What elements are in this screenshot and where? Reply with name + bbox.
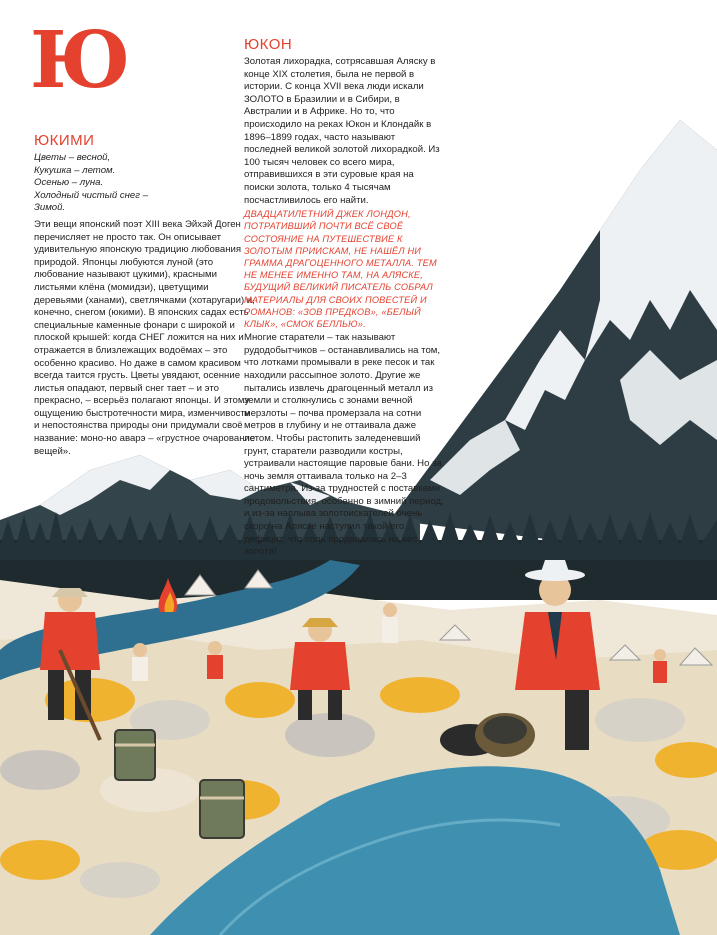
poem-line: Кукушка – летом.	[34, 164, 116, 176]
poem-line: Осенью – луна.	[34, 177, 104, 189]
jack-london-quote: ДВАДЦАТИЛЕТНИЙ ДЖЕК ЛОНДОН, ПОТРАТИВШИЙ ПОЧТИ ВСЁ СВОЁ СОСТОЯНИЕ НА ПУТЕШЕСТВИЕ К ЗОЛОТЫМ ПРИИСКАМ, НЕ НАШЁЛ НИ ГРАММА ДРАГОЦЕННОГО МЕТАЛЛА. ТЕМ НЕ МЕНЕЕ ИМЕННО ТАМ, НА АЛЯСКЕ, БУДУЩИЙ ВЕЛИКИЙ ПИСАТЕЛЬ СОБРАЛ МАТЕРИАЛЫ ДЛЯ СВОИХ ПОВЕСТЕЙ И РОМАНОВ: «ЗОВ ПРЕДКОВ», «БЕЛЫЙ КЛЫК», «СМОК БЕЛЛЬЮ».	[244, 209, 437, 329]
heading-yukimi: ЮКИМИ	[34, 132, 95, 149]
poem	[34, 152, 256, 215]
section-yukon	[244, 36, 444, 559]
poem-line: Цветы – весной,	[34, 152, 111, 163]
poem-line: Зимой.	[34, 202, 66, 214]
yukon-paragraph-2: Многие старатели – так называют рудодобытчиков – останавливались на том, что лотками промывали в реке песок и так находили рассыпное золото. Другие же пытались извлечь драгоценный металл из земли и столкнулись с зонами вечной мерзлоты – почва промерзала на сотни метров в глубину и не оттаивала даже летом. Чтобы растопить заледеневший грунт, старатели разводили костры, устраивали настоящие паровые бани. Но за ночь земля оттаивала только на 2–3 сантиметра. Из-за трудностей с поставками продовольствия, особенно в зимний период, и из-за наплыва золотоискателей очень скоро на Аляске наступил такой его дефицит, что соль продавалась на вес золота!	[244, 332, 444, 558]
drop-cap-letter: Ю	[30, 15, 129, 106]
yukimi-paragraph: Эти вещи японский поэт XIII века Эйхэй Доген перечисляет не просто так. Он описывает удивительную японскую традицию любования природой. Японцы любуются луной (это любование называют цукими), красными листьями клёна (момидзи), цветущими деревьями (ханами), светлячками (хотаругари) и, конечно, снегом (юкими). В японских садах есть специальные каменные фонари с широкой и плоской крышей: когда СНЕГ ложится на них и отражается в близлежащих водоёмах – это особенно красиво. Но даже в самом красивом всегда таится грусть. Цветы увядают, осенние листья опадают, первый снег тает – и это прекрасно, – всерьёз полагают японцы. И этому ощущению быстротечности мира, изменчивости и непостоянства природы они придумали своё название: моно-но аварэ – «грустное очарование вещей».	[34, 218, 256, 457]
poem-line: Холодный чистый снег –	[34, 189, 148, 201]
yukon-paragraph-1: Золотая лихорадка, сотрясавшая Аляску в конце XIX столетия, была не первой в истории. С конца XVII века люди искали ЗОЛОТО в Бразилии и в Сибири, в Австралии и в Африке. Но то, что происходило на реках Юкон и Клондайк в 1896–1899 годах, часто называют последней великой золотой лихорадкой. Из 100 тысяч человек со всего мира, отправившихся в эти суровые края на поиски золота, только 4 тысячам посчастливилось его найти.	[244, 56, 440, 206]
heading-yukon: ЮКОН	[244, 36, 293, 53]
section-yukimi	[34, 132, 256, 458]
